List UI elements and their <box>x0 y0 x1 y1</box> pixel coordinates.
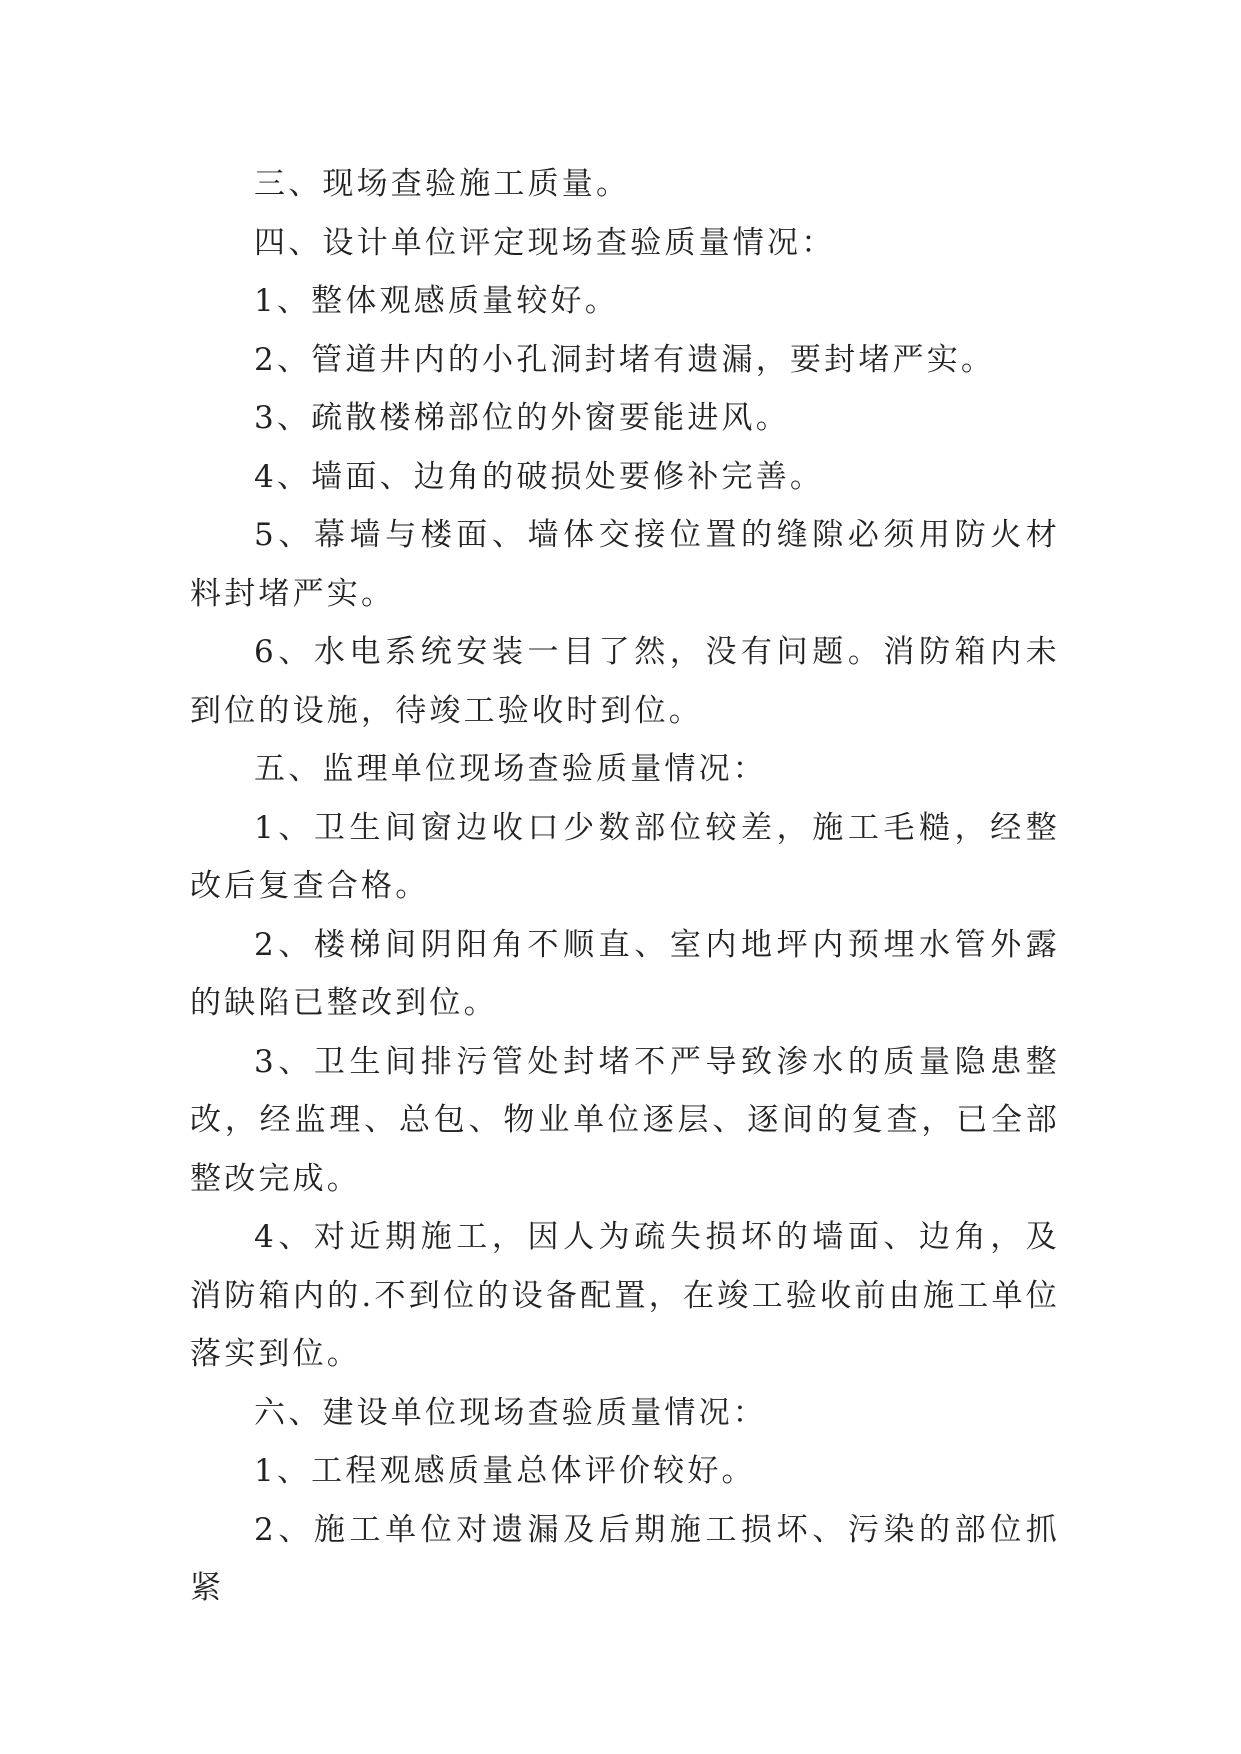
section-heading-3: 三、现场查验施工质量。 <box>254 166 631 202</box>
section-heading-4: 四、设计单位评定现场查验质量情况： <box>254 224 836 261</box>
list-item: 2、施工单位对遗漏及后期施工损坏、污染的部位抓紧 <box>190 1511 1060 1606</box>
list-item: 6、水电系统安装一目了然，没有问题。消防箱内未到位的设施，待竣工验收时到位。 <box>190 634 1060 729</box>
section-heading-5: 五、监理单位现场查验质量情况： <box>254 751 767 787</box>
document-body <box>190 155 1060 1618</box>
list-item: 1、整体观感质量较好。 <box>254 283 619 319</box>
list-item: 1、卫生间窗边收口少数部位较差，施工毛糙，经整改后复查合格。 <box>190 809 1060 904</box>
list-item: 3、疏散楼梯部位的外窗要能进风。 <box>254 400 790 436</box>
list-item: 4、墙面、边角的破损处要修补完善。 <box>254 458 825 495</box>
list-item: 3、卫生间排污管处封堵不严导致渗水的质量隐患整改，经监理、总包、物业单位逐层、逐间的复查，已全部整改完成。 <box>190 1043 1060 1197</box>
list-item: 5、幕墙与楼面、墙体交接位置的缝隙必须用防火材料封堵严实。 <box>190 517 1060 612</box>
list-item: 2、楼梯间阴阳角不顺直、室内地坪内预埋水管外露的缺陷已整改到位。 <box>190 926 1060 1021</box>
list-item: 2、管道井内的小孔洞封堵有遗漏，要封堵严实。 <box>254 341 996 378</box>
list-item: 1、工程观感质量总体评价较好。 <box>254 1453 756 1489</box>
section-heading-6: 六、建设单位现场查验质量情况： <box>254 1394 767 1431</box>
list-item: 4、对近期施工，因人为疏失损坏的墙面、边角，及消防箱内的.不到位的设备配置，在竣工验收前由施工单位落实到位。 <box>190 1219 1060 1372</box>
